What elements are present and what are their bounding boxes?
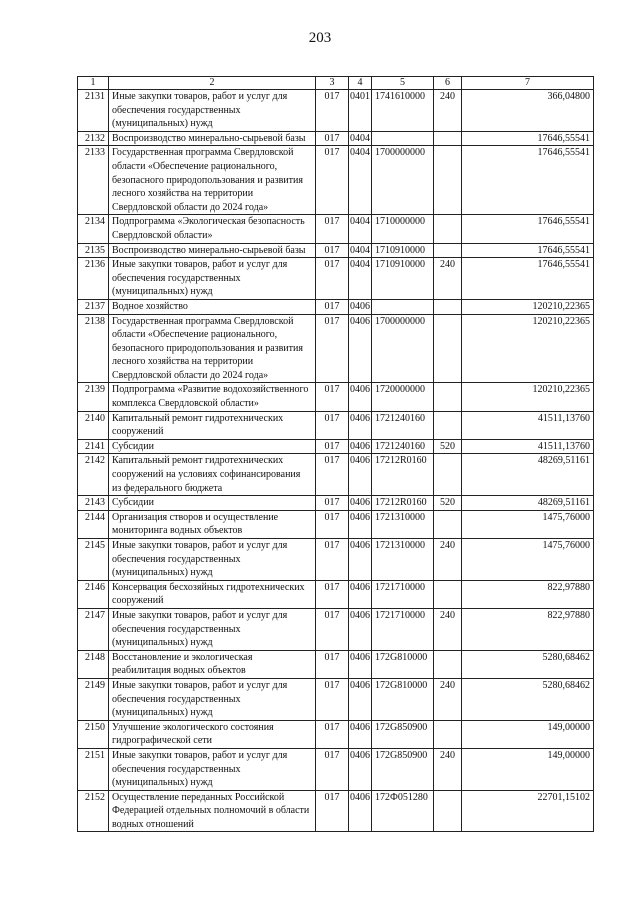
- row-target-code: [372, 299, 434, 314]
- row-target-code: 172Ф051280: [372, 790, 434, 832]
- row-number: 2138: [78, 314, 109, 383]
- row-number: 2139: [78, 383, 109, 411]
- table-row: [78, 299, 594, 314]
- table-row: [78, 258, 594, 300]
- row-amount: 822,97880: [462, 608, 594, 650]
- page-number: 203: [308, 30, 332, 46]
- row-number: 2144: [78, 510, 109, 538]
- row-amount: 17646,55541: [462, 215, 594, 243]
- row-expense-type: [434, 650, 462, 678]
- row-expense-type: [434, 510, 462, 538]
- row-admin-code: 017: [316, 496, 349, 511]
- column-header: 6: [434, 77, 462, 90]
- row-name: Капитальный ремонт гидротехнических сооружений на условиях софинансирования из федерального бюджета: [109, 454, 316, 496]
- row-expense-type: [434, 720, 462, 748]
- row-name: Иные закупки товаров, работ и услуг для обеспечения государственных (муниципальных) нужд: [109, 539, 316, 581]
- row-admin-code: 017: [316, 539, 349, 581]
- row-section-code: 0406: [349, 539, 372, 581]
- row-number: 2132: [78, 131, 109, 146]
- row-section-code: 0404: [349, 131, 372, 146]
- table-row: [78, 539, 594, 581]
- row-amount: 22701,15102: [462, 790, 594, 832]
- row-name: Иные закупки товаров, работ и услуг для обеспечения государственных (муниципальных) нужд: [109, 608, 316, 650]
- row-amount: 149,00000: [462, 720, 594, 748]
- row-target-code: 1710910000: [372, 258, 434, 300]
- row-name: Воспроизводство минерально-сырьевой базы: [109, 243, 316, 258]
- table-row: [78, 790, 594, 832]
- table-row: [78, 720, 594, 748]
- row-name: Иные закупки товаров, работ и услуг для обеспечения государственных (муниципальных) нужд: [109, 90, 316, 132]
- row-number: 2135: [78, 243, 109, 258]
- row-expense-type: [434, 790, 462, 832]
- row-target-code: 1710910000: [372, 243, 434, 258]
- row-number: 2145: [78, 539, 109, 581]
- row-admin-code: 017: [316, 383, 349, 411]
- row-name: Субсидии: [109, 496, 316, 511]
- row-target-code: 1700000000: [372, 146, 434, 215]
- row-admin-code: 017: [316, 748, 349, 790]
- row-amount: 5280,68462: [462, 678, 594, 720]
- row-expense-type: 240: [434, 90, 462, 132]
- row-admin-code: 017: [316, 439, 349, 454]
- table-row: [78, 678, 594, 720]
- row-section-code: 0404: [349, 215, 372, 243]
- row-admin-code: 017: [316, 90, 349, 132]
- row-admin-code: 017: [316, 314, 349, 383]
- row-name: Иные закупки товаров, работ и услуг для обеспечения государственных (муниципальных) нужд: [109, 258, 316, 300]
- row-section-code: 0406: [349, 439, 372, 454]
- row-target-code: 1720000000: [372, 383, 434, 411]
- row-name: Консервация бесхозяйных гидротехнических сооружений: [109, 580, 316, 608]
- table-row: [78, 383, 594, 411]
- table-row: [78, 496, 594, 511]
- row-target-code: 172G810000: [372, 678, 434, 720]
- row-amount: 120210,22365: [462, 314, 594, 383]
- header-row: [78, 77, 594, 90]
- row-admin-code: 017: [316, 299, 349, 314]
- row-expense-type: 240: [434, 678, 462, 720]
- row-amount: 149,00000: [462, 748, 594, 790]
- row-number: 2149: [78, 678, 109, 720]
- column-header: 2: [109, 77, 316, 90]
- row-admin-code: 017: [316, 215, 349, 243]
- row-amount: 41511,13760: [462, 439, 594, 454]
- row-target-code: 17212R0160: [372, 496, 434, 511]
- table-row: [78, 439, 594, 454]
- row-name: Иные закупки товаров, работ и услуг для обеспечения государственных (муниципальных) нужд: [109, 678, 316, 720]
- row-amount: 17646,55541: [462, 258, 594, 300]
- table-row: [78, 748, 594, 790]
- row-expense-type: [434, 314, 462, 383]
- row-section-code: 0406: [349, 314, 372, 383]
- row-expense-type: [434, 243, 462, 258]
- row-expense-type: 240: [434, 608, 462, 650]
- row-target-code: 172G850900: [372, 720, 434, 748]
- row-section-code: 0406: [349, 748, 372, 790]
- row-target-code: 17212R0160: [372, 454, 434, 496]
- row-admin-code: 017: [316, 608, 349, 650]
- row-admin-code: 017: [316, 243, 349, 258]
- row-section-code: 0404: [349, 243, 372, 258]
- row-name: Подпрограмма «Экологическая безопасность Свердловской области»: [109, 215, 316, 243]
- row-section-code: 0406: [349, 790, 372, 832]
- row-section-code: 0406: [349, 510, 372, 538]
- row-name: Подпрограмма «Развитие водохозяйственного комплекса Свердловской области»: [109, 383, 316, 411]
- row-number: 2136: [78, 258, 109, 300]
- row-number: 2134: [78, 215, 109, 243]
- row-section-code: 0406: [349, 720, 372, 748]
- row-amount: 17646,55541: [462, 243, 594, 258]
- table-row: [78, 314, 594, 383]
- row-admin-code: 017: [316, 131, 349, 146]
- row-name: Капитальный ремонт гидротехнических сооружений: [109, 411, 316, 439]
- table-row: [78, 510, 594, 538]
- row-target-code: 1721310000: [372, 510, 434, 538]
- row-expense-type: [434, 131, 462, 146]
- table-row: [78, 243, 594, 258]
- row-number: 2142: [78, 454, 109, 496]
- row-number: 2150: [78, 720, 109, 748]
- row-expense-type: [434, 580, 462, 608]
- row-section-code: 0404: [349, 146, 372, 215]
- row-target-code: 1741610000: [372, 90, 434, 132]
- table-row: [78, 454, 594, 496]
- row-expense-type: [434, 215, 462, 243]
- row-name: Восстановление и экологическая реабилитация водных объектов: [109, 650, 316, 678]
- row-name: Осуществление переданных Российской Федерацией отдельных полномочий в области водных отношений: [109, 790, 316, 832]
- row-amount: 1475,76000: [462, 510, 594, 538]
- row-expense-type: [434, 454, 462, 496]
- row-name: Организация створов и осуществление мониторинга водных объектов: [109, 510, 316, 538]
- row-target-code: 1721240160: [372, 411, 434, 439]
- row-section-code: 0406: [349, 608, 372, 650]
- budget-table: [77, 76, 594, 832]
- row-amount: 366,04800: [462, 90, 594, 132]
- row-name: Государственная программа Свердловской области «Обеспечение рационального, безопасного природопользования и развития лесного хозяйства на территории Свердловской области до 2024 года»: [109, 314, 316, 383]
- row-expense-type: [434, 411, 462, 439]
- row-target-code: 1721710000: [372, 608, 434, 650]
- row-expense-type: 240: [434, 748, 462, 790]
- table-row: [78, 215, 594, 243]
- table-row: [78, 608, 594, 650]
- column-header: 5: [372, 77, 434, 90]
- row-section-code: 0406: [349, 299, 372, 314]
- row-admin-code: 017: [316, 411, 349, 439]
- row-number: 2147: [78, 608, 109, 650]
- row-admin-code: 017: [316, 510, 349, 538]
- row-amount: 822,97880: [462, 580, 594, 608]
- row-amount: 48269,51161: [462, 454, 594, 496]
- row-name: Воспроизводство минерально-сырьевой базы: [109, 131, 316, 146]
- row-amount: 1475,76000: [462, 539, 594, 581]
- row-number: 2143: [78, 496, 109, 511]
- row-number: 2141: [78, 439, 109, 454]
- row-target-code: 1710000000: [372, 215, 434, 243]
- row-expense-type: 240: [434, 258, 462, 300]
- row-number: 2152: [78, 790, 109, 832]
- row-admin-code: 017: [316, 650, 349, 678]
- row-section-code: 0404: [349, 258, 372, 300]
- row-admin-code: 017: [316, 258, 349, 300]
- row-number: 2140: [78, 411, 109, 439]
- row-target-code: 1721240160: [372, 439, 434, 454]
- table-row: [78, 131, 594, 146]
- row-name: Субсидии: [109, 439, 316, 454]
- row-target-code: 1700000000: [372, 314, 434, 383]
- row-expense-type: [434, 299, 462, 314]
- row-amount: 17646,55541: [462, 131, 594, 146]
- row-name: Водное хозяйство: [109, 299, 316, 314]
- row-admin-code: 017: [316, 580, 349, 608]
- table-row: [78, 650, 594, 678]
- row-amount: 17646,55541: [462, 146, 594, 215]
- row-expense-type: 520: [434, 496, 462, 511]
- row-amount: 48269,51161: [462, 496, 594, 511]
- row-admin-code: 017: [316, 146, 349, 215]
- row-section-code: 0406: [349, 650, 372, 678]
- row-number: 2151: [78, 748, 109, 790]
- row-expense-type: [434, 146, 462, 215]
- row-section-code: 0406: [349, 678, 372, 720]
- row-target-code: [372, 131, 434, 146]
- row-number: 2131: [78, 90, 109, 132]
- row-expense-type: 520: [434, 439, 462, 454]
- column-header: 1: [78, 77, 109, 90]
- row-number: 2133: [78, 146, 109, 215]
- row-expense-type: 240: [434, 539, 462, 581]
- row-section-code: 0406: [349, 411, 372, 439]
- row-number: 2137: [78, 299, 109, 314]
- row-section-code: 0406: [349, 454, 372, 496]
- row-amount: 41511,13760: [462, 411, 594, 439]
- row-name: Иные закупки товаров, работ и услуг для обеспечения государственных (муниципальных) нужд: [109, 748, 316, 790]
- row-name: Улучшение экологического состояния гидрографической сети: [109, 720, 316, 748]
- row-amount: 5280,68462: [462, 650, 594, 678]
- row-target-code: 172G810000: [372, 650, 434, 678]
- row-target-code: 1721310000: [372, 539, 434, 581]
- table-row: [78, 146, 594, 215]
- row-amount: 120210,22365: [462, 299, 594, 314]
- row-number: 2148: [78, 650, 109, 678]
- row-amount: 120210,22365: [462, 383, 594, 411]
- row-section-code: 0406: [349, 496, 372, 511]
- row-admin-code: 017: [316, 678, 349, 720]
- row-target-code: 172G850900: [372, 748, 434, 790]
- column-header: 3: [316, 77, 349, 90]
- row-section-code: 0406: [349, 383, 372, 411]
- row-admin-code: 017: [316, 790, 349, 832]
- row-name: Государственная программа Свердловской области «Обеспечение рационального, безопасного природопользования и развития лесного хозяйства на территории Свердловской области до 2024 года»: [109, 146, 316, 215]
- row-expense-type: [434, 383, 462, 411]
- table-row: [78, 580, 594, 608]
- table-row: [78, 411, 594, 439]
- row-section-code: 0406: [349, 580, 372, 608]
- column-header: 7: [462, 77, 594, 90]
- row-admin-code: 017: [316, 720, 349, 748]
- row-section-code: 0401: [349, 90, 372, 132]
- column-header: 4: [349, 77, 372, 90]
- row-target-code: 1721710000: [372, 580, 434, 608]
- table-row: [78, 90, 594, 132]
- row-number: 2146: [78, 580, 109, 608]
- row-admin-code: 017: [316, 454, 349, 496]
